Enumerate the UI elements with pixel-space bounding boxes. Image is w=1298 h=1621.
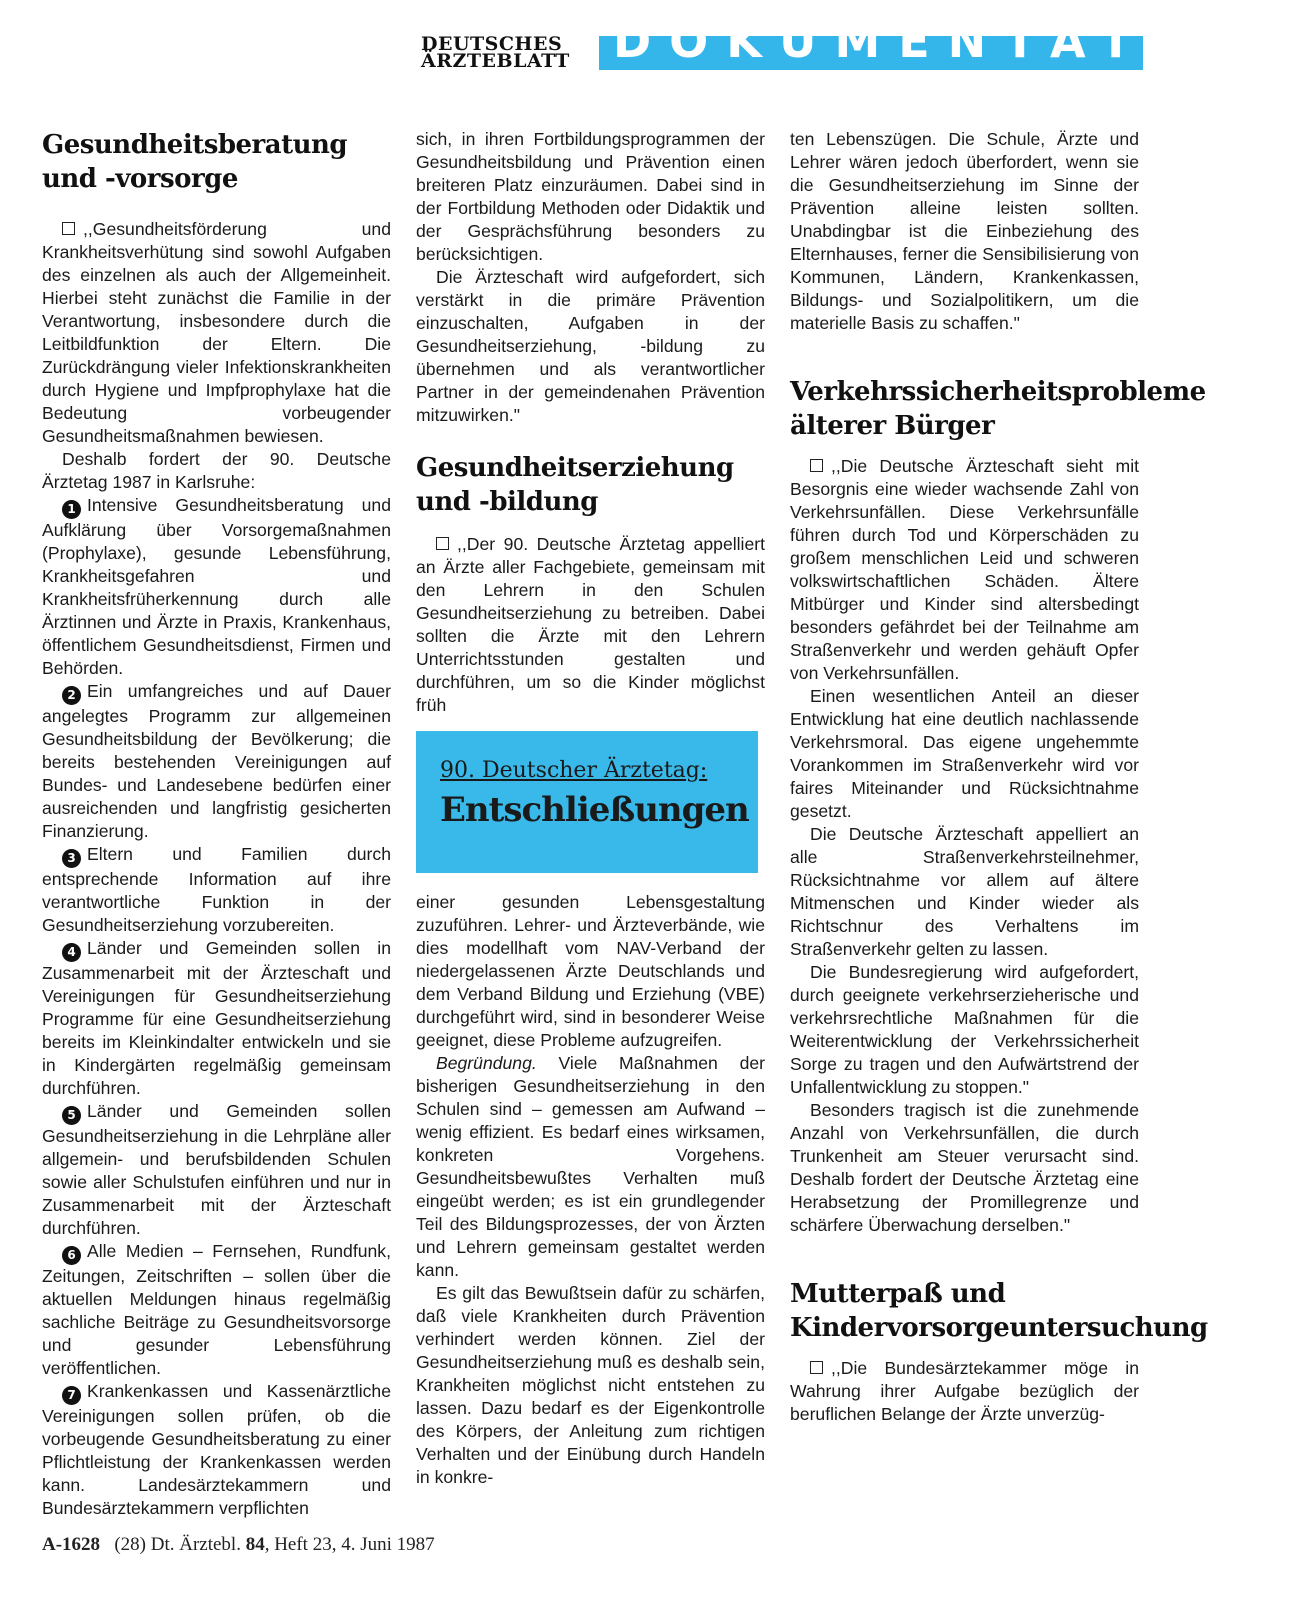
title-inset — [416, 731, 758, 873]
page-number: A-1628 — [42, 1534, 101, 1555]
paragraph-continued: ten Lebenszügen. Die Schule, Ärzte und Lehrer wären jedoch überfordert, wenn sie die Gesundheitserziehung im Sinne der Prävention alleine leisten sollten. Unabdingbar ist die Einbeziehung des Elternhauses, ferner die Sensibilisierung von Kommunen, Ländern, Krankenkassen, Bildungs- und Sozialpolitikern, um die materielle Basis zu schaffen." — [790, 129, 1139, 333]
number-2-icon: 2 — [62, 686, 81, 705]
paragraph: Die Bundesregierung wird aufgefordert, durch geeignete verkehrserzieherische und verkehrsrechtliche Maßnahmen für die Weiterentwicklung der Verkehrssicherheit Sorge zu tragen und den Aufwärtstrend der Unfallentwicklung zu stoppen." — [790, 962, 1139, 1097]
logo-line-2: ÄRZTEBLATT — [421, 50, 570, 72]
number-4-icon: 4 — [62, 943, 81, 962]
numbered-item-2: 2 Ein umfangreiches und auf Dauer angelegtes Programm zur allgemeinen Gesundheitsbildung der Bevölkerung; die bereits bestehenden Vereinigungen auf Bundes- und Landesebene bedürfen einer ausreichenden und langfristig gesicherten Finanzierung. — [42, 681, 391, 841]
volume-number: 84 — [245, 1534, 265, 1555]
number-6-icon: 6 — [62, 1246, 81, 1265]
heading-verkehrssicherheit: Verkehrssicherheitsprobleme älterer Bürger — [790, 377, 1206, 441]
checkbox-bullet-icon — [810, 1361, 823, 1374]
numbered-item-1: 1 Intensive Gesundheitsberatung und Aufklärung über Vorsorgemaßnahmen (Prophylaxe), gesunde Lebensführung, Krankheitsgefahren und Krankheitsfrüherkennung durch alle Ärztinnen und Ärzte in Praxis, Krankenhaus, öffentlichem Gesundheitsdienst, Firmen und Behörden. — [42, 495, 391, 678]
heading-mutterpass: Mutterpaß und Kindervorsorgeuntersuchung — [790, 1279, 1208, 1343]
checkbox-bullet-icon — [62, 222, 75, 235]
numbered-item-5: 5 Länder und Gemeinden sollen Gesundheitserziehung in die Lehrpläne aller allgemein- und berufsbildenden Schulen sowie aller Schulstufen einführen und nur in Zusammenarbeit mit der Ärzteschaft durchführen. — [42, 1101, 391, 1238]
page-footer — [42, 1534, 435, 1556]
paragraph: einer gesunden Lebensgestaltung zuzuführen. Lehrer- und Ärzteverbände, wie dies modellhaft vom NAV-Verband der niedergelassenen Ärzte Deutschlands und dem Verband Bildung und Erziehung (VBE) durchgeführt wird, sind in besonderer Weise geeignet, diese Probleme aufzugreifen. — [416, 892, 765, 1050]
paragraph: ,,Die Bundesärztekammer möge in Wahrung ihrer Aufgabe bezüglich der beruflichen Belange der Ärzte unverzüg- — [790, 1358, 1139, 1424]
section-band — [599, 14, 1298, 70]
number-3-icon: 3 — [62, 849, 81, 868]
journal-ref: (28) Dt. Ärztebl. — [114, 1534, 241, 1555]
paragraph-continued: sich, in ihren Fortbildungsprogrammen der Gesundheitsbildung und Prävention einen breiteren Platz einzuräumen. Dabei sind in der Fortbildung Methoden oder Didaktik und der Gesprächsführung besonders zu berücksichtigen. — [416, 129, 765, 264]
inset-kicker: 90. Deutscher Ärztetag: — [440, 758, 708, 783]
paragraph: Einen wesentlichen Anteil an dieser Entwicklung hat eine deutlich nachlassende Verkehrsmoral. Das eigene ungehemmte Vorankommen im Straßenverkehr wird vor faires Miteinander und Rücksichtnahme gesetzt. — [790, 686, 1139, 821]
column-2 — [416, 128, 765, 1489]
paragraph: ,,Der 90. Deutsche Ärztetag appelliert an Ärzte aller Fachgebiete, gemeinsam mit den Lehrern in den Schulen Gesundheitserziehung zu betreiben. Dabei sollten die Ärzte mit den Lehrern Unterrichtsstunden gestalten und durchführen, um so die Kinder möglichst früh — [416, 534, 765, 715]
number-5-icon: 5 — [62, 1106, 81, 1125]
inset-title: Entschließungen — [440, 790, 749, 830]
numbered-item-3: 3 Eltern und Familien durch entsprechende Information auf ihre verantwortliche Funktion in der Gesundheitserziehung vorzubereiten. — [42, 844, 391, 935]
column-3 — [790, 128, 1208, 1426]
checkbox-bullet-icon — [436, 537, 449, 550]
paragraph: Es gilt das Bewußtsein dafür zu schärfen, daß viele Krankheiten durch Prävention verhindert werden können. Ziel der Gesundheitserziehung muß es deshalb sein, Krankheiten möglichst nicht entstehen zu lassen. Dazu bedarf es der Eigenkontrolle des Körpers, der Anleitung zum richtigen Verhalten und der Einübung durch Handeln in konkre- — [416, 1283, 765, 1487]
number-1-icon: 1 — [62, 500, 81, 519]
paragraph: ,,Die Deutsche Ärzteschaft sieht mit Besorgnis eine wieder wachsende Zahl von Verkehrsunfällen. Diese Verkehrsunfälle führen durch Tod und Körperschäden zu großem menschlichen Leid und schweren volkswirtschaftlichen Schäden. Ältere Mitbürger und Kinder sind altersbedingt besonders gefährdet bei der Teilnahme am Straßenverkehr und werden gehäuft Opfer von Verkehrsunfällen. — [790, 456, 1139, 683]
number-7-icon: 7 — [62, 1386, 81, 1405]
journal-logo — [421, 33, 591, 72]
section-label: DOKUMENTATION — [613, 14, 1298, 68]
heading-gesundheitserziehung: Gesundheitserziehung und -bildung — [416, 453, 734, 517]
paragraph: Die Ärzteschaft wird aufgefordert, sich verstärkt in die primäre Prävention einzuschalten, Aufgaben in der Gesundheitserziehung, -bildung zu übernehmen und als verantwortlicher Partner in der gemeindenahen Prävention mitzuwirken." — [416, 267, 765, 425]
paragraph: Besonders tragisch ist die zunehmende Anzahl von Verkehrsunfällen, die durch Trunkenheit am Steuer verursacht sind. Deshalb fordert der Deutsche Ärztetag eine Herabsetzung der Promillegrenze und schärfere Überwachung derselben." — [790, 1100, 1139, 1235]
paragraph: Begründung. Viele Maßnahmen der bisherigen Gesundheitserziehung in den Schulen sind – gemessen am Aufwand – wenig effizient. Es bedarf eines wirksamen, konkreten Vorgehens. Gesundheitsbewußtes Verhalten muß eingeübt werden; es ist ein grundlegender Teil des Bildungsprozesses, der von Ärzten und Lehrern gemeinsam gestaltet werden kann. — [416, 1053, 765, 1280]
paragraph: Die Deutsche Ärzteschaft appelliert an alle Straßenverkehrsteilnehmer, Rücksichtnahme vor allem auf ältere Mitmenschen und Kinder wieder als Richtschnur des Verhaltens im Straßenverkehr gelten zu lassen. — [790, 824, 1139, 959]
paragraph: Deshalb fordert der 90. Deutsche Ärztetag 1987 in Karlsruhe: — [42, 449, 391, 492]
heading-gesundheitsberatung: Gesundheitsberatung und -vorsorge — [42, 130, 348, 194]
paragraph: ,,Gesundheitsförderung und Krankheitsverhütung sind sowohl Aufgaben des einzelnen als auch der Allgemeinheit. Hierbei steht zunächst die Familie in der Verantwortung, insbesondere durch die Leitbildfunktion der Eltern. Die Zurückdrängung vieler Infektionskrankheiten durch Hygiene und Impfprophylaxe hat die Bedeutung vorbeugender Gesundheitsmaßnahmen bewiesen. — [42, 219, 391, 446]
numbered-item-6: 6 Alle Medien – Fernsehen, Rundfunk, Zeitungen, Zeitschriften – sollen über die aktuellen Meldungen hinaus regelmäßig sachliche Beiträge zu Gesundheitsvorsorge und gesunder Lebensführung veröffentlichen. — [42, 1241, 391, 1378]
checkbox-bullet-icon — [810, 459, 823, 472]
numbered-item-4: 4 Länder und Gemeinden sollen in Zusammenarbeit mit der Ärzteschaft und Vereinigungen für Gesundheitserziehung Programme für eine Gesundheitserziehung bereits im Kleinkindalter entwickeln und sie in Kindergärten regelmäßig gemeinsam durchführen. — [42, 938, 391, 1098]
issue-date: , Heft 23, 4. Juni 1987 — [264, 1534, 435, 1555]
masthead — [421, 14, 1298, 74]
column-1 — [42, 128, 391, 1520]
logo-line-1: DEUTSCHES — [421, 33, 563, 55]
numbered-item-7: 7 Krankenkassen und Kassenärztliche Vereinigungen sollen prüfen, ob die vorbeugende Gesundheitsberatung zu einer Pflichtleistung der Krankenkassen werden kann. Landesärztekammern und Bundesärztekammern verpflichten — [42, 1381, 391, 1518]
